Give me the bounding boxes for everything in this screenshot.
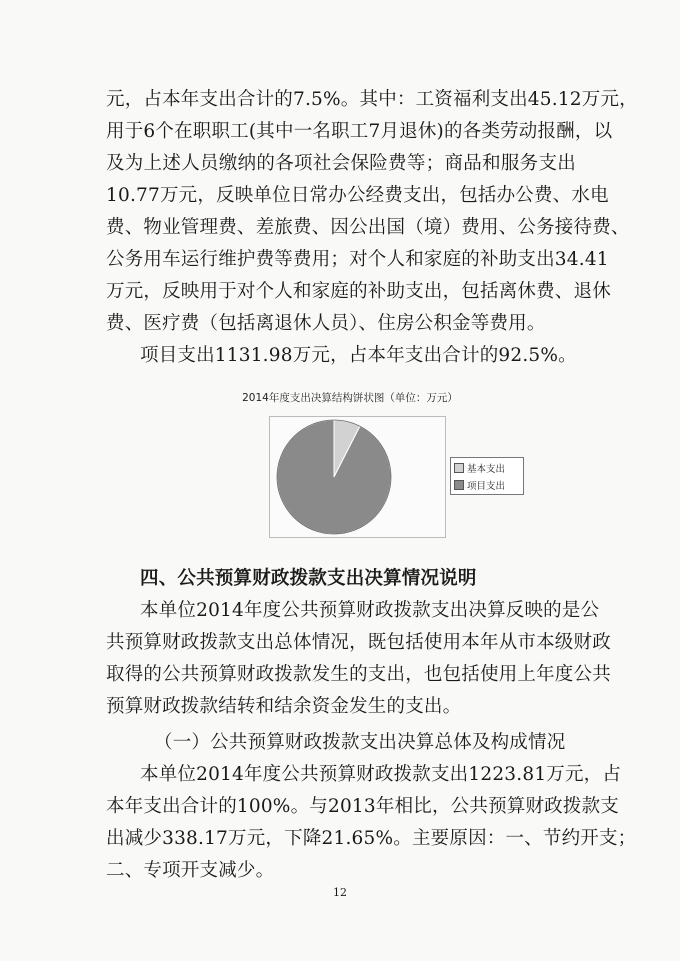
paragraph-line: 元，占本年支出合计的7.5%。其中：工资福利支出45.12万元，: [106, 89, 638, 110]
page-number: 12: [333, 886, 347, 899]
legend-label: 项目支出: [467, 480, 506, 492]
legend-swatch: [454, 480, 464, 490]
paragraph-line: 二、专项开支减少。: [106, 860, 275, 881]
paragraph-line: 费、物业管理费、差旅费、因公出国（境）费用、公务接待费、: [106, 217, 630, 238]
chart-legend: [450, 457, 524, 495]
section-heading: 四、公共预算财政拨款支出决算情况说明: [140, 568, 477, 589]
legend-label: 基本支出: [467, 463, 506, 475]
legend-item: [454, 460, 520, 475]
paragraph-line: 取得的公共预算财政拨款发生的支出，也包括使用上年度公共: [106, 664, 611, 685]
paragraph-line: 万元，反映用于对个人和家庭的补助支出，包括离休费、退休: [106, 281, 611, 302]
paragraph-line: 本单位2014年度公共预算财政拨款支出1223.81万元，占: [140, 764, 622, 785]
chart-title: 2014年度支出决算结构饼状图（单位：万元）: [242, 392, 458, 404]
paragraph-line: 本单位2014年度公共预算财政拨款支出决算反映的是公: [140, 600, 600, 621]
paragraph-line: 费、医疗费（包括离退休人员）、住房公积金等费用。: [106, 313, 546, 334]
project-expense-line: 项目支出1131.98万元，占本年支出合计的92.5%。: [140, 345, 577, 366]
pie-chart: [270, 417, 445, 537]
legend-item: [454, 477, 520, 492]
legend-swatch: [454, 463, 464, 473]
subsection-heading: （一）公共预算财政拨款支出决算总体及构成情况: [154, 732, 566, 753]
pie-slice-project: [277, 420, 391, 534]
paragraph-line: 及为上述人员缴纳的各项社会保险费等；商品和服务支出: [106, 153, 576, 174]
paragraph-line: 10.77万元，反映单位日常办公经费支出，包括办公费、水电: [106, 185, 609, 206]
paragraph-line: 用于6个在职职工(其中一名职工7月退休)的各类劳动报酬，以: [106, 121, 613, 142]
paragraph-line: 预算财政拨款结转和结余资金发生的支出。: [106, 696, 462, 717]
pie-chart-area: [269, 416, 446, 538]
paragraph-line: 公务用车运行维护费等费用；对个人和家庭的补助支出34.41: [106, 249, 609, 270]
paragraph-line: 出减少338.17万元，下降21.65%。主要原因：一、节约开支；: [106, 828, 637, 849]
paragraph-line: 本年支出合计的100%。与2013年相比，公共预算财政拨款支: [106, 796, 619, 817]
paragraph-line: 共预算财政拨款支出总体情况，既包括使用本年从市本级财政: [106, 632, 611, 653]
